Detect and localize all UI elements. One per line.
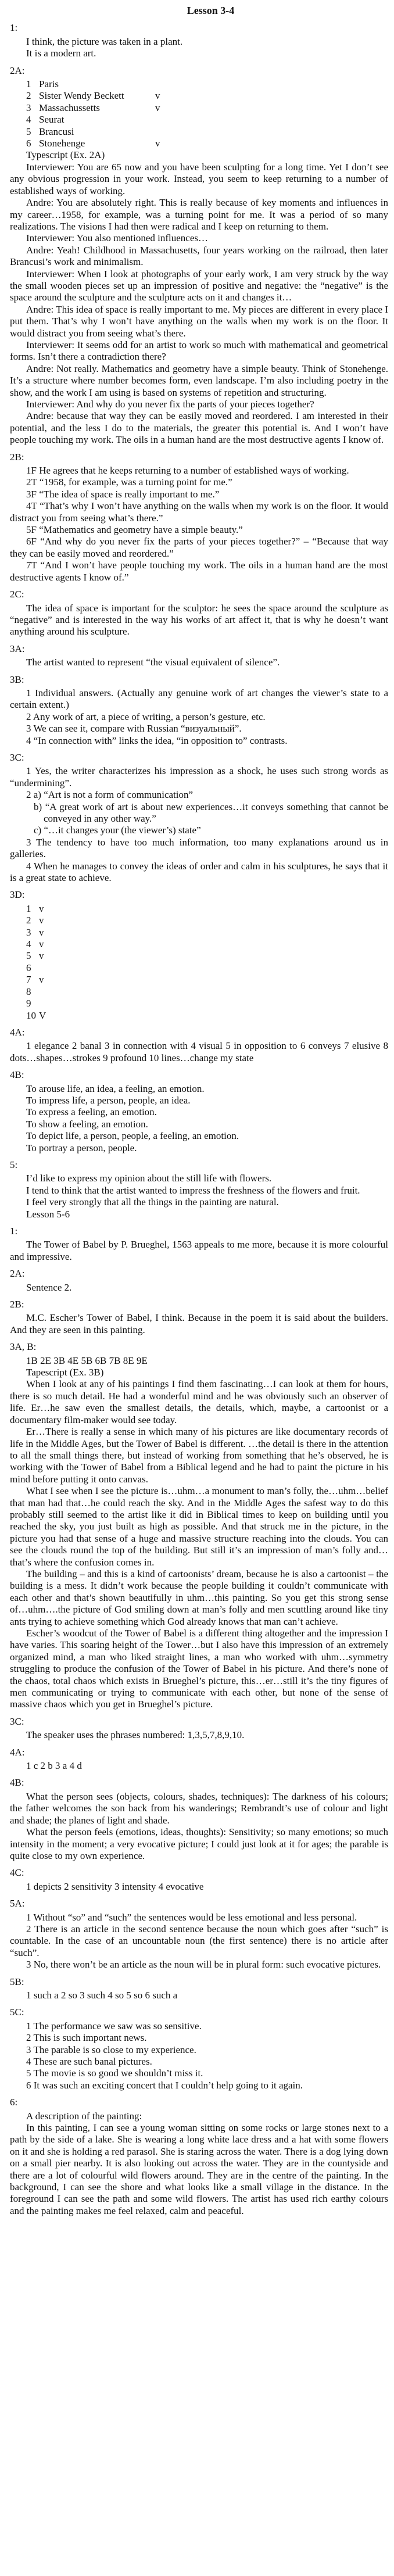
answer-paragraph: What the person sees (objects, colours, shades, techniques): The darkness of his colours; the father welcomes the son back from his wanderings; Rembrandt’s use of colour and light and shade; the planes of light and shade. <box>10 1790 388 1826</box>
exercise-section <box>10 674 388 747</box>
exercise-section <box>10 1159 388 1220</box>
answer-line: 2 a) “Art is not a form of communication” <box>26 789 194 801</box>
exercise-section <box>10 643 388 669</box>
answer-line: To impress life, a person, people, an idea. <box>26 1094 191 1106</box>
exercise-heading: 3C: <box>10 751 24 763</box>
answer-line: Tapescript (Ex. 3B) <box>26 1367 104 1378</box>
answer-paragraph: 6F “And why do you never fix the parts of your pieces together?” – “Because that way they can be easily moved and reordered.” <box>10 536 388 559</box>
answer-paragraph: M.C. Escher’s Tower of Babel, I think. Because in the poem it is said about the builders. And they are seen in this painting. <box>10 1312 388 1335</box>
checklist-item <box>10 138 388 149</box>
answer-line: 4 These are such banal pictures. <box>26 2056 152 2067</box>
answer-line: 5 The movie is so good we shouldn’t miss it. <box>26 2068 203 2079</box>
exercise-section <box>10 2097 388 2217</box>
answer-paragraph: What the person feels (emotions, ideas, thoughts): Sensitivity; so many emotions; so much intensity in the moment; a very evocative picture; I could just look at it for ages; the parable is quite close to my own experience. <box>10 1826 388 1861</box>
exercise-section <box>10 1299 388 1336</box>
check-mark: v <box>39 902 44 914</box>
item-number: 3 <box>26 926 31 938</box>
exercise-section <box>10 1341 388 1711</box>
checklist-item <box>10 903 388 915</box>
item-number: 1 <box>26 902 31 914</box>
answer-line: 2 This is such important news. <box>26 2032 147 2044</box>
exercise-section <box>10 1226 388 1263</box>
answer-line: To portray a person, people. <box>26 1142 137 1153</box>
exercise-heading: 1: <box>10 22 18 34</box>
exercise-section <box>10 889 388 1021</box>
exercise-section <box>10 1716 388 1742</box>
exercise-section <box>10 1268 388 1294</box>
answer-paragraph: Andre: You are absolutely right. This is really because of key moments and influences in my career…1958, for example, was a turning point for me. It was a period of so many realizations. The visions I had then were radical and I keep on returning to them. <box>10 197 388 232</box>
exercise-section <box>10 1867 388 1893</box>
answer-subitem: c) “…it changes your (the viewer’s) state” <box>34 825 201 836</box>
exercise-section <box>10 22 388 59</box>
answer-line: A description of the painting: <box>26 2110 142 2122</box>
answer-paragraph: 3F “The idea of space is really important to me.” <box>26 488 220 500</box>
answer-paragraph: 3 No, there won’t be an article as the noun will be in plural form: such evocative pictures. <box>26 1959 381 1970</box>
answer-line: To arouse life, an idea, a feeling, an emotion. <box>26 1083 205 1094</box>
answer-line: I feel very strongly that all the things in the painting are natural. <box>26 1196 279 1208</box>
answer-paragraph: Escher’s woodcut of the Tower of Babel is a different thing altogether and the impression I have varies. This soaring height of the Tower…but I also have this impression of an extremely organized mind, a man who liked straight lines, a man who worked with uhm…symmetry struggling to produce the confusion of the Tower of Babel in his picture. And there’s none of the chaos, total chaos which exists in Brueghel’s picture, this…er…still it’s the tiny figures of men communicating or trying to communicate with each other, but none of the sense of massive chaos which you get in Brueghel’s picture. <box>10 1628 388 1710</box>
checklist-item <box>10 962 388 974</box>
exercise-heading: 3C: <box>10 1715 24 1727</box>
answer-paragraph: Interviewer: You also mentioned influences… <box>26 232 209 244</box>
answer-paragraph: The building – and this is a kind of cartoonists’ dream, because he is also a cartoonist – the building is a mess. It didn’t work because the people building it couldn’t communicate with each other and that’s shown beautifully in uhm…this painting. So you get this strong sense of…uhm….the picture of God smiling down at man’s folly and men scuttling around like tiny ants trying to achieve something which God already knows that man can’t achieve. <box>10 1568 388 1627</box>
answer-line: 2 Any work of art, a piece of writing, a person’s gesture, etc. <box>26 711 266 722</box>
exercise-section <box>10 65 388 446</box>
item-number: 10 <box>26 1009 36 1021</box>
answer-paragraph: Interviewer: When I look at photographs of your early work, I am very struck by the way the small wooden pieces set up an impression of positive and negative: the “negative” is the space around the sculpture and the sculpture acts on it and changes it… <box>10 268 388 303</box>
item-number: 8 <box>26 986 31 997</box>
answer-paragraph: Andre: This idea of space is really important to me. My pieces are different in every place I put them. That’s why I won’t have anything on the walls when my work is on the floor. It would distract you from seeing what’s there. <box>10 303 388 339</box>
answer-paragraph: Andre: Not really. Mathematics and geometry have a simple beauty. Think of Stonehenge. It’s a structure where number becomes form, even landscape. I’m also including poetry in the show, and the work I am using is based on systems of repetition and structuring. <box>10 363 388 398</box>
checklist-item <box>10 90 388 102</box>
answer-line: 3 The parable is so close to my experience. <box>26 2044 196 2055</box>
answer-line: I think, the picture was taken in a plant. <box>26 35 183 47</box>
checklist-item <box>10 102 388 114</box>
answer-line: Lesson 5-6 <box>26 1208 70 1220</box>
checklist-item <box>10 1010 388 1022</box>
check-mark: v <box>39 938 44 950</box>
exercise-section <box>10 752 388 884</box>
check-mark: v <box>155 102 160 113</box>
exercise-heading: 3D: <box>10 889 25 901</box>
answer-paragraph: Interviewer: It seems odd for an artist to work so much with mathematical and geometrical forms. Isn’t there a contradiction there? <box>10 339 388 363</box>
checklist-item <box>10 938 388 950</box>
answer-paragraph: 4T “That’s why I won’t have anything on the walls when my work is on the floor. It would distract you from seeing what’s there.” <box>10 500 388 524</box>
answer-line: 1 depicts 2 sensitivity 3 intensity 4 evocative <box>26 1880 204 1892</box>
sections <box>10 22 388 2217</box>
exercise-heading: 4A: <box>10 1746 25 1758</box>
answer-paragraph: Er…There is really a sense in which many of his pictures are like documentary records of life in the Middle Ages, but the Tower of Babel is different. …the detail is there in the attention to all the small things there, but instead of working from something that he’s observed, he is working with the Tower of Babel from a Biblical legend and he had to paint the picture in his mind before putting it onto canvas. <box>10 1426 388 1485</box>
answer-line: 3 We can see it, compare with Russian “визуальный”. <box>26 723 242 735</box>
check-mark: v <box>39 915 44 926</box>
answer-paragraph: 1F He agrees that he keeps returning to a number of established ways of working. <box>26 465 349 476</box>
exercise-heading: 4C: <box>10 1867 24 1879</box>
answer-paragraph: When I look at any of his paintings I find them fascinating…I can look at them for hours, there is so much detail. He had a wonderful mind and he was obviously such an observer of life. Er…he saw even the smallest details, the details, which, maybe, a cartoonist or a documentary film-maker would see today. <box>10 1378 388 1425</box>
answer-paragraph: 5F “Mathematics and geometry have a simple beauty.” <box>26 524 243 536</box>
checklist-item <box>10 998 388 1009</box>
check-mark: v <box>39 974 44 986</box>
exercise-heading: 4B: <box>10 1777 24 1789</box>
checklist-item <box>10 974 388 986</box>
answer-paragraph: What I see when I see the picture is…uhm…a monument to man’s folly, the…uhm…belief that man had that…he could reach the sky. And in the Middle Ages the safest way to do this probably still seemed to the artist like it did in Biblical times to keep on building until you reached the sky, you just built as high as possible. And that struck me in the picture, in the picture you had that sense of a huge and massive structure reaching into the clouds. You can see the clouds round the top of the building. But still it’s an impression of man’s folly and…that’s where the confusion comes in. <box>10 1485 388 1568</box>
answer-paragraph: The Tower of Babel by P. Brueghel, 1563 appeals to me more, because it is more colourful and impressive. <box>10 1239 388 1262</box>
exercise-heading: 4A: <box>10 1026 25 1038</box>
exercise-heading: 3B: <box>10 673 24 685</box>
exercise-heading: 2B: <box>10 451 24 463</box>
item-number: 4 <box>26 938 31 950</box>
answer-line: To show a feeling, an emotion. <box>26 1118 148 1130</box>
answer-paragraph: 3 The tendency to have too much information, too many explanations around us in galleries. <box>10 836 388 860</box>
check-mark: v <box>39 950 44 962</box>
item-number: 9 <box>26 998 31 1009</box>
exercise-section <box>10 2007 388 2091</box>
answer-paragraph: 2T “1958, for example, was a turning point for me.” <box>26 476 232 488</box>
answer-paragraph: 1 elegance 2 banal 3 in connection with 4 visual 5 in opposition to 6 conveys 7 elusive 8 dots…shapes…strokes 9 profound 10 lines…change my state <box>10 1040 388 1063</box>
exercise-section <box>10 452 388 583</box>
checklist-item <box>10 950 388 962</box>
exercise-heading: 5C: <box>10 2007 24 2018</box>
exercise-heading: 6: <box>10 2097 18 2108</box>
answer-paragraph: 1 Individual answers. (Actually any genuine work of art changes the viewer’s state to a certain extent.) <box>10 687 388 711</box>
exercise-heading: 5B: <box>10 1976 24 1987</box>
answer-paragraph: The idea of space is important for the sculptor: he sees the space around the sculpture as “negative” and is interested in the way his works of art affect it, that is why he doesn’t want anything around his sculpture. <box>10 602 388 637</box>
check-mark: v <box>155 138 160 149</box>
item-text: Sister Wendy Beckett <box>39 90 124 102</box>
answer-line: 6 It was such an exciting concert that I couldn’t help going to it again. <box>26 2079 303 2091</box>
exercise-heading: 4B: <box>10 1069 24 1081</box>
item-number: 6 <box>26 138 31 149</box>
answer-line: 1 The performance we saw was so sensitive. <box>26 2020 202 2032</box>
answer-paragraph: Andre: Yeah! Childhood in Massachusetts, four years working on the railroad, then later Brancusi’s work and minimalism. <box>10 244 388 268</box>
check-mark: v <box>155 90 160 102</box>
answer-line: It is a modern art. <box>26 48 96 59</box>
item-number: 2 <box>26 915 31 926</box>
answer-paragraph: I tend to think that the artist wanted to impress the freshness of the flowers and fruit. <box>26 1184 360 1196</box>
item-number: 5 <box>26 950 31 962</box>
exercise-section <box>10 1027 388 1064</box>
exercise-section <box>10 589 388 638</box>
answer-line: Typescript (Ex. 2A) <box>26 149 105 161</box>
answer-line: I’d like to express my opinion about the still life with flowers. <box>26 1173 272 1184</box>
answer-paragraph: Interviewer: And why do you never fix the parts of your pieces together? <box>26 399 314 410</box>
check-mark: v <box>39 926 44 938</box>
item-text: Paris <box>39 78 59 90</box>
checklist-item <box>10 915 388 926</box>
item-text: Brancusi <box>39 126 74 137</box>
item-number: 7 <box>26 974 31 986</box>
exercise-heading: 3A, B: <box>10 1341 37 1353</box>
exercise-heading: 5A: <box>10 1898 25 1909</box>
answer-paragraph: Andre: because that way they can be easily moved and reordered. I am interested in their potential, and the less I do to the materials, the greater this potential is. And I won’t have people touching my work. The oils in a human hand are the most destructive agents I know of. <box>10 410 388 446</box>
exercise-section <box>10 1898 388 1970</box>
checklist-item <box>10 78 388 90</box>
answer-line: To depict life, a person, people, a feeling, an emotion. <box>26 1130 239 1142</box>
exercise-section <box>10 1777 388 1862</box>
item-number: 3 <box>26 102 31 113</box>
exercise-heading: 2B: <box>10 1299 24 1310</box>
answer-paragraph: 4 When he manages to convey the ideas of order and calm in his sculptures, he says that it is a great state to achieve. <box>10 860 388 884</box>
answer-line: 1 c 2 b 3 a 4 d <box>26 1760 82 1772</box>
answer-line: To express a feeling, an emotion. <box>26 1106 157 1118</box>
item-number: 1 <box>26 78 31 90</box>
answer-line: Sentence 2. <box>26 1281 72 1293</box>
exercise-heading: 2A: <box>10 65 25 76</box>
item-number: 4 <box>26 114 31 126</box>
check-mark: V <box>39 1009 46 1021</box>
answer-paragraph: 1 Without “so” and “such” the sentences would be less emotional and less personal. <box>26 1911 357 1923</box>
answer-paragraph: 7T “And I won’t have people touching my work. The oils in a human hand are the most destructive agents I know of.” <box>10 560 388 583</box>
checklist-item <box>10 986 388 998</box>
answer-paragraph: 2 There is an article in the second sentence because the noun which goes after “such” is countable. In the case of an uncountable noun (the first sentence) there is no article after “such”. <box>10 1923 388 1958</box>
item-text: Seurat <box>39 114 65 126</box>
exercise-section <box>10 1069 388 1154</box>
checklist-item <box>10 126 388 138</box>
item-number: 2 <box>26 90 31 102</box>
exercise-heading: 1: <box>10 1226 18 1237</box>
answer-line: 1 such a 2 so 3 such 4 so 5 so 6 such a <box>26 1989 178 2001</box>
item-text: Stonehenge <box>39 138 85 149</box>
item-number: 5 <box>26 126 31 137</box>
exercise-heading: 2A: <box>10 1268 25 1280</box>
answer-line: The speaker uses the phrases numbered: 1,3,5,7,8,9,10. <box>26 1729 245 1741</box>
checklist-item <box>10 114 388 126</box>
exercise-heading: 3A: <box>10 643 25 654</box>
exercise-heading: 5: <box>10 1159 18 1170</box>
answer-subitem: b) “A great work of art is about new experiences…it conveys something that cannot be conveyed in any other way.” <box>34 801 388 824</box>
answer-line: The artist wanted to represent “the visual equivalent of silence”. <box>26 657 280 668</box>
exercise-section <box>10 1976 388 2002</box>
page-title: Lesson 3-4 <box>187 5 235 16</box>
exercise-heading: 2C: <box>10 589 24 600</box>
answer-paragraph: 1 Yes, the writer characterizes his impression as a shock, he uses such strong words as “undermining”. <box>10 765 388 789</box>
item-number: 6 <box>26 962 31 973</box>
checklist-item <box>10 927 388 938</box>
answer-paragraph: In this painting, I can see a young woman sitting on some rocks or large stones next to a path by the side of a lake. She is wearing a long white lace dress and a hat with some flowers on it and she is holding a red parasol. She is staring across the water. There is a dog lying down on a small pier nearby. It is also looking out across the water. They are in the countyside and there are a lot of colourful wild flowers around. They are in the centre of the painting. In the background, I can see the shore and what looks like a small village in the distance. In the foreground I can see the path and some wild flowers. The artist has used rich earthy colours and the painting makes me feel relaxed, calm and peaceful. <box>10 2122 388 2216</box>
answer-paragraph: Interviewer: You are 65 now and you have been sculpting for a long time. Yet I don’t see any obvious progression in your work. Instead, you seem to keep returning to a number of established ways of working. <box>10 161 388 196</box>
answer-line: 1B 2E 3B 4E 5B 6B 7B 8E 9E <box>26 1355 148 1366</box>
answer-line: 4 “In connection with” links the idea, “in opposition to” contrasts. <box>26 735 288 746</box>
exercise-section <box>10 1747 388 1772</box>
item-text: Massachussetts <box>39 102 100 113</box>
